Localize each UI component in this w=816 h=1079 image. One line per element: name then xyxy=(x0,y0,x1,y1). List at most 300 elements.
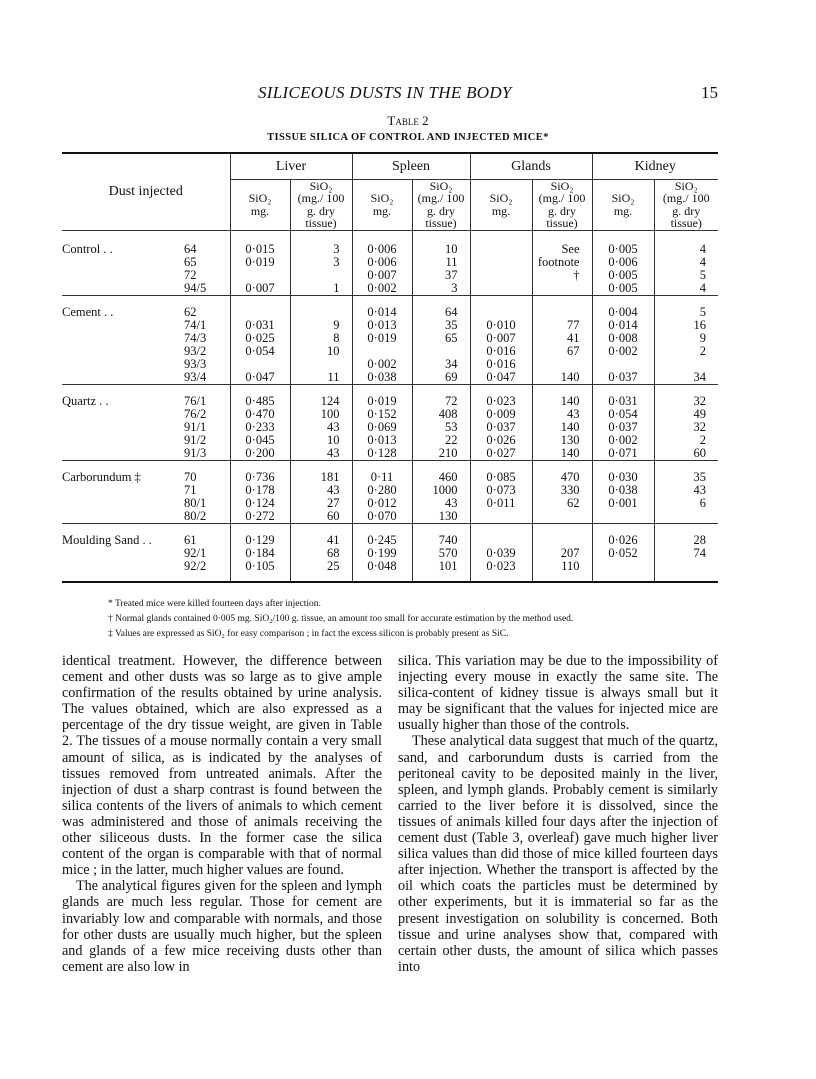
pct-cell xyxy=(290,269,352,282)
pct-cell: 6 xyxy=(654,497,718,510)
body-column-left xyxy=(62,653,382,975)
sio2-cell: 0·073 xyxy=(470,484,532,497)
dust-name-cell xyxy=(62,447,182,461)
spacer-cell xyxy=(654,460,718,471)
spacer-cell xyxy=(290,573,352,582)
pct-cell xyxy=(412,345,470,358)
sio2-cell: 0·129 xyxy=(230,534,290,547)
pct-cell: 62 xyxy=(532,497,592,510)
sio2-cell: 0·014 xyxy=(592,319,654,332)
pct-cell: 1000 xyxy=(412,484,470,497)
dust-name-cell xyxy=(62,434,182,447)
pct-cell: 16 xyxy=(654,319,718,332)
pct-cell: 130 xyxy=(412,510,470,524)
mouse-id-cell: 93/3 xyxy=(184,356,207,371)
spacer-cell xyxy=(532,295,592,306)
spacer-cell xyxy=(654,230,718,243)
sio2-cell: 0·070 xyxy=(352,510,412,524)
dust-name-cell xyxy=(62,358,182,371)
sio2-cell: 0·005 xyxy=(592,269,654,282)
pct-cell: 4 xyxy=(654,243,718,256)
pct-cell: 10 xyxy=(290,345,352,358)
sio2-cell xyxy=(470,510,532,524)
pct-cell: 470 xyxy=(532,471,592,484)
pct-cell: 77 xyxy=(532,319,592,332)
table-row xyxy=(62,471,718,484)
pct-cell: 43 xyxy=(532,408,592,421)
col-header-text: SiO₂ mg. xyxy=(370,191,394,218)
spacer-cell xyxy=(290,523,352,534)
table-body xyxy=(62,230,718,582)
dust-name-cell xyxy=(62,408,182,421)
sio2-cell: 0·11 xyxy=(352,471,412,484)
dust-name-cell: Carborundum ‡ xyxy=(62,469,141,484)
spacer-cell xyxy=(412,384,470,395)
sio2-cell: 0·007 xyxy=(230,282,290,296)
dust-name-cell xyxy=(62,421,182,434)
spacer-cell xyxy=(592,573,654,582)
pct-cell: 35 xyxy=(654,471,718,484)
mouse-id-cell: 91/3 xyxy=(184,445,207,460)
pct-cell: See xyxy=(532,243,592,256)
sio2-cell xyxy=(592,358,654,371)
running-head xyxy=(0,83,816,105)
spacer-cell xyxy=(290,384,352,395)
dust-name-cell: Quartz . . xyxy=(62,393,109,408)
pct-cell xyxy=(654,358,718,371)
sio2-cell: 0·016 xyxy=(470,345,532,358)
sio2-cell: 0·233 xyxy=(230,421,290,434)
sio2-cell: 0·184 xyxy=(230,547,290,560)
pct-cell: 37 xyxy=(412,269,470,282)
spacer-cell xyxy=(230,230,290,243)
pct-cell xyxy=(290,358,352,371)
dust-name-cell xyxy=(62,560,182,573)
spacer-cell xyxy=(412,523,470,534)
pct-cell: 100 xyxy=(290,408,352,421)
col-header-text: SiO₂ (mg./ 100 g. dry tissue) xyxy=(538,178,586,230)
sio2-cell: 0·014 xyxy=(352,306,412,319)
footnote: ‡ Values are expressed as SiO₂ for easy comparison ; in fact the excess silicon is probably present as SiC. xyxy=(108,629,509,639)
table-label: Table 2 xyxy=(387,113,429,128)
table-row xyxy=(62,243,718,256)
pct-cell: 210 xyxy=(412,447,470,461)
sio2-cell: 0·002 xyxy=(352,282,412,296)
spacer-cell xyxy=(532,573,592,582)
sio2-cell xyxy=(470,269,532,282)
sio2-cell: 0·007 xyxy=(470,332,532,345)
table-row xyxy=(62,484,718,497)
col-header-sio2 xyxy=(230,179,290,230)
pct-cell: 4 xyxy=(654,282,718,296)
pct-cell: 101 xyxy=(412,560,470,573)
sio2-cell: 0·019 xyxy=(352,332,412,345)
pct-cell: 35 xyxy=(412,319,470,332)
sio2-cell: 0·012 xyxy=(352,497,412,510)
mouse-id-cell: 80/1 xyxy=(184,495,207,510)
sio2-cell: 0·001 xyxy=(592,497,654,510)
col-header-text: SiO₂ (mg./ 100 g. dry tissue) xyxy=(297,178,345,230)
sio2-cell: 0·128 xyxy=(352,447,412,461)
spacer-cell xyxy=(230,295,290,306)
spacer-cell xyxy=(592,384,654,395)
sio2-cell xyxy=(470,282,532,296)
mouse-id-cell: 72 xyxy=(184,267,197,282)
pct-cell: 72 xyxy=(412,395,470,408)
sio2-cell: 0·047 xyxy=(230,371,290,385)
pct-cell: 2 xyxy=(654,434,718,447)
sio2-cell: 0·016 xyxy=(470,358,532,371)
spacer-cell xyxy=(352,523,412,534)
sio2-cell: 0·031 xyxy=(592,395,654,408)
table-row xyxy=(62,282,718,296)
sio2-cell: 0·006 xyxy=(592,256,654,269)
sio2-cell: 0·470 xyxy=(230,408,290,421)
sio2-cell: 0·038 xyxy=(592,484,654,497)
pct-cell: 140 xyxy=(532,447,592,461)
table-caption: TISSUE SILICA OF CONTROL AND INJECTED MICE* xyxy=(267,132,549,143)
sio2-cell: 0·013 xyxy=(352,319,412,332)
paragraph: These analytical data suggest that much of the quartz, sand, and carborundum dusts is carried from the peritoneal cavity to be deposited mainly in the liver, spleen, and lymph glands. Probably cement is similarly carried to the liver before it is dissolved, since the tissues of animals killed four days after the injection of cement dust (Table 3, overleaf) gave much higher liver silica values than did those of mice killed fourteen days after injection. Whether the transport is affected by the oil which coats the particles must be determined by other experiments, but it is immaterial so far as the present investigation on solubility is concerned. Both tissue and urine analyses show that, compared with certain other dusts, the amount of silica which passes into xyxy=(398,733,718,975)
sio2-cell: 0·736 xyxy=(230,471,290,484)
mouse-id-cell: 76/1 xyxy=(184,393,207,408)
paragraph: The analytical figures given for the spleen and lymph glands are much less regular. Those for cement are invariably low and comparable with normals, and those for other dusts are usually much higher, but the spleen and glands of a few mice receiving dusts other than cement are also low in xyxy=(62,878,382,975)
pct-cell xyxy=(532,358,592,371)
pct-cell: 408 xyxy=(412,408,470,421)
pct-cell xyxy=(532,510,592,524)
pct-cell: 330 xyxy=(532,484,592,497)
spacer-cell xyxy=(412,230,470,243)
sio2-cell xyxy=(470,256,532,269)
mouse-id-cell: 80/2 xyxy=(184,508,207,523)
mouse-id-cell: 92/2 xyxy=(184,558,207,573)
pct-cell: 53 xyxy=(412,421,470,434)
spacer-row xyxy=(62,384,718,395)
pct-cell: 43 xyxy=(290,447,352,461)
spacer-cell xyxy=(532,384,592,395)
col-header-text: SiO₂ (mg./ 100 g. dry tissue) xyxy=(417,178,465,230)
sio2-cell: 0·006 xyxy=(352,243,412,256)
spacer-cell xyxy=(470,295,532,306)
dust-name-cell xyxy=(62,332,182,345)
sio2-cell: 0·019 xyxy=(352,395,412,408)
pct-cell: 43 xyxy=(290,421,352,434)
col-header-text: SiO₂ mg. xyxy=(611,191,635,218)
sio2-cell: 0·245 xyxy=(352,534,412,547)
sio2-cell: 0·010 xyxy=(470,319,532,332)
spacer-row xyxy=(62,460,718,471)
sio2-cell: 0·009 xyxy=(470,408,532,421)
spacer-cell xyxy=(62,295,230,306)
sio2-cell xyxy=(230,269,290,282)
col-header-pct xyxy=(654,179,718,230)
table-row xyxy=(62,371,718,385)
spacer-cell xyxy=(352,230,412,243)
mouse-id-cell: 62 xyxy=(184,304,197,319)
sio2-cell: 0·005 xyxy=(592,282,654,296)
dust-name-cell xyxy=(62,269,182,282)
sio2-cell: 0·015 xyxy=(230,243,290,256)
col-header-pct xyxy=(290,179,352,230)
mouse-id-cell: 65 xyxy=(184,254,197,269)
sio2-cell: 0·006 xyxy=(352,256,412,269)
spacer-cell xyxy=(62,523,230,534)
sio2-cell: 0·026 xyxy=(592,534,654,547)
table-row xyxy=(62,434,718,447)
pct-cell: footnote xyxy=(532,256,592,269)
pct-cell: 32 xyxy=(654,395,718,408)
footnote: † Normal glands contained 0·005 mg. SiO₂/100 g. tissue, an amount too small for accurate estimation by the method used. xyxy=(108,614,574,624)
page-number: 15 xyxy=(701,83,718,102)
spacer-cell xyxy=(592,460,654,471)
sio2-cell: 0·280 xyxy=(352,484,412,497)
pct-cell: 2 xyxy=(654,345,718,358)
sio2-cell: 0·045 xyxy=(230,434,290,447)
sio2-cell: 0·005 xyxy=(592,243,654,256)
pct-cell: 207 xyxy=(532,547,592,560)
sio2-cell: 0·152 xyxy=(352,408,412,421)
sio2-cell: 0·007 xyxy=(352,269,412,282)
col-header-sio2 xyxy=(352,179,412,230)
spacer-row xyxy=(62,230,718,243)
spacer-cell xyxy=(352,460,412,471)
pct-cell xyxy=(532,534,592,547)
spacer-cell xyxy=(532,230,592,243)
dust-name-cell: Control . . xyxy=(62,241,113,256)
mouse-id-cell: 91/1 xyxy=(184,419,207,434)
spacer-cell xyxy=(62,384,230,395)
pct-cell: 67 xyxy=(532,345,592,358)
sio2-cell: 0·054 xyxy=(592,408,654,421)
sio2-cell xyxy=(352,345,412,358)
sio2-cell: 0·178 xyxy=(230,484,290,497)
pct-cell: 10 xyxy=(290,434,352,447)
mouse-id-cell: 91/2 xyxy=(184,432,207,447)
stub-header: Dust injected xyxy=(62,153,230,230)
sio2-cell: 0·030 xyxy=(592,471,654,484)
pct-cell: 43 xyxy=(412,497,470,510)
spacer-cell xyxy=(654,384,718,395)
table-row xyxy=(62,408,718,421)
dust-name-cell xyxy=(62,282,182,296)
spacer-cell xyxy=(592,295,654,306)
table-row xyxy=(62,256,718,269)
col-header-sio2 xyxy=(470,179,532,230)
pct-cell: 68 xyxy=(290,547,352,560)
footnote: * Treated mice were killed fourteen days after injection. xyxy=(108,599,321,609)
paragraph: identical treatment. However, the difference between cement and other dusts was so large as to give ample confirmation of the results obtained by urine analysis. The values obtained, which are also expressed as a percentage of the dry tissue weight, are given in Table 2. The tissues of a mouse normally contain a very small amount of silica, as is indicated by the analyses of tissues removed from untreated animals. After the injection of dust a sharp contrast is found between the silica contents of the livers of animals to which cement was administered and those of animals receiving the other siliceous dusts. In the former case the silica content of the organ is comparable with that of normal mice ; in the latter, much higher values are found. xyxy=(62,653,382,879)
pct-cell: 3 xyxy=(290,243,352,256)
pct-cell: 69 xyxy=(412,371,470,385)
sio2-cell: 0·037 xyxy=(592,371,654,385)
pct-cell: 10 xyxy=(412,243,470,256)
sio2-cell: 0·038 xyxy=(352,371,412,385)
mouse-id-cell: 64 xyxy=(184,241,197,256)
sio2-cell: 0·019 xyxy=(230,256,290,269)
dust-name-cell xyxy=(62,371,182,385)
sio2-cell: 0·023 xyxy=(470,560,532,573)
sio2-cell: 0·008 xyxy=(592,332,654,345)
col-header-text: SiO₂ (mg./ 100 g. dry tissue) xyxy=(662,178,710,230)
spacer-row xyxy=(62,295,718,306)
mouse-id-cell: 70 xyxy=(184,469,197,484)
pct-cell: 181 xyxy=(290,471,352,484)
dust-name-cell xyxy=(62,510,182,524)
pct-cell: 1 xyxy=(290,282,352,296)
table-row xyxy=(62,319,718,332)
pct-cell xyxy=(532,306,592,319)
footnotes xyxy=(108,597,728,642)
spacer-cell xyxy=(532,460,592,471)
pct-cell: 9 xyxy=(654,332,718,345)
table-row xyxy=(62,534,718,547)
organ-header-kidney: Kidney xyxy=(592,153,718,179)
spacer-cell xyxy=(230,523,290,534)
spacer-row xyxy=(62,573,718,582)
pct-cell: 32 xyxy=(654,421,718,434)
table-row xyxy=(62,497,718,510)
col-header-sio2 xyxy=(592,179,654,230)
pct-cell: 3 xyxy=(412,282,470,296)
spacer-cell xyxy=(412,573,470,582)
dust-name-cell xyxy=(62,319,182,332)
pct-cell: 11 xyxy=(412,256,470,269)
spacer-cell xyxy=(470,523,532,534)
pct-cell: 43 xyxy=(654,484,718,497)
spacer-cell xyxy=(592,230,654,243)
pct-cell: 140 xyxy=(532,421,592,434)
table-row xyxy=(62,560,718,573)
spacer-cell xyxy=(62,460,230,471)
dust-name-cell xyxy=(62,484,182,497)
table-row xyxy=(62,269,718,282)
col-header-text: SiO₂ mg. xyxy=(489,191,513,218)
sio2-cell xyxy=(230,358,290,371)
pct-cell: 22 xyxy=(412,434,470,447)
col-header-pct xyxy=(412,179,470,230)
pct-cell: 49 xyxy=(654,408,718,421)
sio2-cell: 0·011 xyxy=(470,497,532,510)
dust-name-cell xyxy=(62,547,182,560)
col-header-text: SiO₂ mg. xyxy=(248,191,272,218)
dust-name-cell xyxy=(62,345,182,358)
sio2-cell: 0·105 xyxy=(230,560,290,573)
sio2-cell xyxy=(470,534,532,547)
mouse-id-cell: 94/5 xyxy=(184,280,207,295)
sio2-cell: 0·071 xyxy=(592,447,654,461)
spacer-cell xyxy=(352,573,412,582)
sio2-cell: 0·026 xyxy=(470,434,532,447)
pct-cell: 9 xyxy=(290,319,352,332)
pct-cell: 140 xyxy=(532,395,592,408)
table-row xyxy=(62,395,718,408)
spacer-cell xyxy=(230,460,290,471)
spacer-cell xyxy=(654,295,718,306)
mouse-id-cell: 93/2 xyxy=(184,343,207,358)
sio2-cell: 0·002 xyxy=(352,358,412,371)
organ-header-liver: Liver xyxy=(230,153,352,179)
pct-cell xyxy=(654,560,718,573)
dust-name-cell: Cement . . xyxy=(62,304,114,319)
pct-cell: 8 xyxy=(290,332,352,345)
pct-cell: 110 xyxy=(532,560,592,573)
sio2-cell: 0·027 xyxy=(470,447,532,461)
pct-cell: 11 xyxy=(290,371,352,385)
sio2-cell: 0·069 xyxy=(352,421,412,434)
sio2-cell xyxy=(470,243,532,256)
sio2-cell: 0·485 xyxy=(230,395,290,408)
sio2-cell: 0·004 xyxy=(592,306,654,319)
sio2-cell: 0·048 xyxy=(352,560,412,573)
spacer-cell xyxy=(412,295,470,306)
sio2-cell xyxy=(592,560,654,573)
sio2-cell: 0·037 xyxy=(592,421,654,434)
sio2-cell: 0·039 xyxy=(470,547,532,560)
sio2-cell: 0·272 xyxy=(230,510,290,524)
spacer-cell xyxy=(654,523,718,534)
table-container xyxy=(62,152,718,583)
sio2-cell: 0·037 xyxy=(470,421,532,434)
sio2-cell: 0·085 xyxy=(470,471,532,484)
table-row xyxy=(62,510,718,524)
mouse-id-cell: 92/1 xyxy=(184,545,207,560)
spacer-cell xyxy=(290,295,352,306)
sio2-cell xyxy=(470,306,532,319)
pct-cell: 130 xyxy=(532,434,592,447)
pct-cell: 5 xyxy=(654,306,718,319)
sio2-cell: 0·200 xyxy=(230,447,290,461)
pct-cell: 64 xyxy=(412,306,470,319)
table-row xyxy=(62,421,718,434)
spacer-cell xyxy=(62,573,230,582)
pct-cell: 34 xyxy=(412,358,470,371)
spacer-cell xyxy=(592,523,654,534)
pct-cell: 124 xyxy=(290,395,352,408)
spacer-cell xyxy=(230,573,290,582)
mouse-id-cell: 76/2 xyxy=(184,406,207,421)
spacer-cell xyxy=(290,460,352,471)
organ-header-spleen: Spleen xyxy=(352,153,470,179)
pct-cell: † xyxy=(532,269,592,282)
dust-name-cell: Moulding Sand . . xyxy=(62,532,152,547)
pct-cell xyxy=(532,282,592,296)
col-header-pct xyxy=(532,179,592,230)
pct-cell: 5 xyxy=(654,269,718,282)
sio2-cell: 0·047 xyxy=(470,371,532,385)
pct-cell: 28 xyxy=(654,534,718,547)
sio2-cell: 0·002 xyxy=(592,345,654,358)
table-row xyxy=(62,332,718,345)
sio2-cell: 0·031 xyxy=(230,319,290,332)
sio2-cell: 0·025 xyxy=(230,332,290,345)
sio2-cell: 0·023 xyxy=(470,395,532,408)
pct-cell: 74 xyxy=(654,547,718,560)
organ-header-glands: Glands xyxy=(470,153,592,179)
dust-name-cell xyxy=(62,256,182,269)
paragraph: silica. This variation may be due to the impossibility of injecting every mouse in exactly the same site. The silica-content of kidney tissue is always small but it may be significant that the values for injected mice are usually higher than those of the controls. xyxy=(398,653,718,734)
pct-cell: 41 xyxy=(290,534,352,547)
table-row xyxy=(62,306,718,319)
spacer-cell xyxy=(290,230,352,243)
mouse-id-cell: 61 xyxy=(184,532,197,547)
pct-cell: 34 xyxy=(654,371,718,385)
mouse-id-cell: 74/3 xyxy=(184,330,207,345)
mouse-id-cell: 71 xyxy=(184,482,197,497)
dust-name-cell xyxy=(62,497,182,510)
pct-cell: 460 xyxy=(412,471,470,484)
spacer-cell xyxy=(654,573,718,582)
spacer-cell xyxy=(352,384,412,395)
